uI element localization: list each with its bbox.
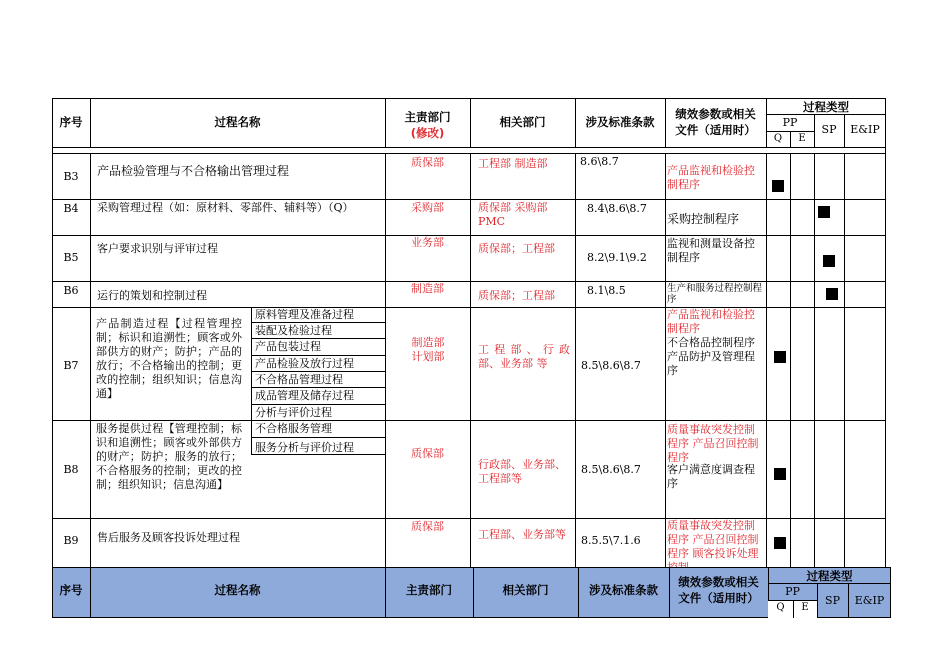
sub-process: 不合格服务管理 <box>255 422 332 435</box>
row-related-dept: 质保部；工程部 <box>478 242 555 255</box>
row-params-red: 质量事故突发控制程序 产品召回控制程序 顾客投诉处理 <box>667 519 759 560</box>
row-id: B6 <box>63 284 79 297</box>
row-process-name: 售后服务及顾客投诉处理过程 <box>97 531 240 544</box>
footer-header-eip: E&IP <box>854 594 885 607</box>
row-params: 产品监视和检验控制程序 <box>667 164 755 191</box>
row-related-dept: 质保部；工程部 <box>478 289 555 302</box>
header-main-dept-note: (修改) <box>410 126 445 140</box>
footer-header-params-line1: 绩效参数或相关 <box>678 575 759 589</box>
row-process-name: 客户要求识别与评审过程 <box>97 242 218 255</box>
footer-header-params-line2: 文件（适用时） <box>678 591 759 605</box>
row-id: B7 <box>63 359 79 372</box>
row-process-name: 产品制造过程【过程管理控制；标识和追溯性；顾客或外部供方的财产；防护；产品的放行；不合格输出的控制；更改的控制；组织知识；信息沟通】 <box>96 317 242 400</box>
q-mark <box>774 537 786 549</box>
row-process-name: 产品检验管理与不合格输出管理过程 <box>97 164 290 178</box>
q-mark <box>774 468 786 480</box>
header-process-name: 过程名称 <box>214 115 261 129</box>
q-mark <box>774 351 786 363</box>
row-clauses: 8.1\8.5 <box>587 284 626 297</box>
row-related-dept: 工程部、业务部等 <box>478 528 566 541</box>
header-eip: E&IP <box>850 123 880 136</box>
header-sp: SP <box>821 123 837 136</box>
row-clauses: 8.6\8.7 <box>580 155 619 168</box>
sub-process: 产品包装过程 <box>255 340 321 353</box>
row-params: 采购控制程序 <box>667 212 740 226</box>
row-params: 生产和服务过程控制程序 <box>667 283 763 305</box>
sp-mark <box>823 255 835 267</box>
row-process-name: 服务提供过程【管理控制；标识和追溯性；顾客或外部供方的财产；防护；服务的放行；不合格服务的控制；更改的控制；组织知识；信息沟通】 <box>96 422 242 491</box>
q-mark <box>772 180 784 192</box>
row-clauses: 8.4\8.6\8.7 <box>587 202 647 215</box>
row-main-dept: 质保部 <box>411 156 444 169</box>
row-clauses: 8.2\9.1\9.2 <box>587 251 647 264</box>
row-id: B9 <box>63 534 79 547</box>
sub-process: 成品管理及储存过程 <box>255 389 354 402</box>
footer-header-pp: PP <box>785 585 800 598</box>
header-params-line2: 文件（适用时） <box>675 123 756 137</box>
footer-header-sp: SP <box>825 594 840 607</box>
sub-process: 分析与评价过程 <box>255 406 332 419</box>
footer-header-e: E <box>801 602 809 613</box>
sub-process: 装配及检验过程 <box>255 324 332 337</box>
footer-header-main-dept: 主责部门 <box>406 583 452 597</box>
row-main-dept: 采购部 <box>411 201 444 214</box>
footer-header-clauses: 涉及标准条款 <box>589 583 658 597</box>
header-pp: PP <box>782 116 798 129</box>
header-params-line1: 绩效参数或相关 <box>675 107 756 121</box>
row-id: B5 <box>63 251 79 264</box>
header-clauses: 涉及标准条款 <box>585 115 655 129</box>
row-params: 客户满意度调查程序 <box>667 463 755 490</box>
footer-header-process-type: 过程类型 <box>806 569 853 583</box>
footer-header-process-name: 过程名称 <box>214 583 261 597</box>
sub-process: 服务分析与评价过程 <box>255 441 354 454</box>
row-process-name: 运行的策划和控制过程 <box>97 289 207 302</box>
header-seq: 序号 <box>59 115 83 129</box>
row-main-dept: 制造部 <box>411 282 444 295</box>
row-related-dept: 质保部 采购部 PMC <box>478 201 548 228</box>
header-q: Q <box>773 133 783 144</box>
header-e: E <box>798 133 806 144</box>
row-id: B4 <box>63 202 79 215</box>
row-clauses: 8.5\8.6\8.7 <box>581 359 641 372</box>
row-id: B8 <box>63 463 79 476</box>
header-main-dept: 主责部门 <box>404 110 451 124</box>
header-related-dept: 相关部门 <box>499 115 546 129</box>
sp-mark <box>818 206 830 218</box>
sp-mark <box>826 288 838 300</box>
row-clauses: 8.5.5\7.1.6 <box>581 534 641 547</box>
row-clauses: 8.5\8.6\8.7 <box>581 463 641 476</box>
footer-header-q: Q <box>776 602 785 613</box>
sub-process: 不合格品管理过程 <box>255 373 343 386</box>
row-related-dept: 工程部 制造部 <box>478 157 548 170</box>
footer-header-seq: 序号 <box>59 583 83 597</box>
row-process-name: 采购管理过程（如：原材料、零部件、辅料等）（Q） <box>97 201 354 214</box>
row-id: B3 <box>63 170 79 183</box>
row-params-red: 产品监视和检验控制程序 <box>667 308 755 335</box>
row-main-dept: 质保部 <box>411 520 444 533</box>
row-main-dept: 质保部 <box>411 447 444 460</box>
row-related-dept: 工 程 部 、 行 政 部、业务部 等 <box>478 343 570 370</box>
row-params: 不合格品控制程序 产品防护及管理程序 <box>667 336 755 377</box>
sub-process: 原料管理及准备过程 <box>255 308 354 321</box>
sub-process: 产品检验及放行过程 <box>255 357 354 370</box>
row-main-dept: 制造部 计划部 <box>411 336 445 363</box>
header-process-type: 过程类型 <box>803 100 849 114</box>
row-params: 监视和测量设备控制程序 <box>667 237 755 264</box>
row-params-red: 质量事故突发控制程序 产品召回控制程序 <box>667 423 759 464</box>
row-related-dept: 行政部、业务部、工程部等 <box>478 458 566 485</box>
row-main-dept: 业务部 <box>411 236 444 249</box>
footer-header-related-dept: 相关部门 <box>502 583 549 597</box>
